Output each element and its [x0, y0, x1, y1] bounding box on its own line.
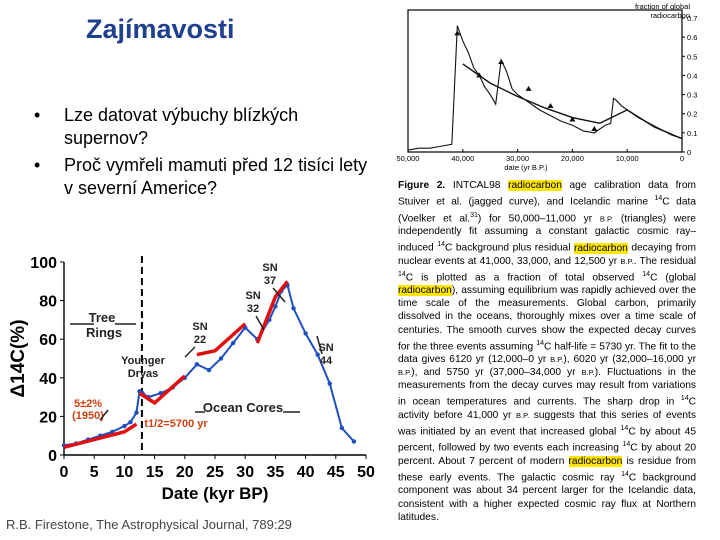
- bullet-icon: •: [34, 155, 41, 175]
- x-axis-label: Date (kyr BP): [161, 484, 269, 503]
- x-tick-label: 15: [145, 464, 164, 481]
- iceland-triangle-point: [526, 86, 532, 91]
- y-axis-label: Δ14C(%): [8, 319, 29, 398]
- x-tick-label: 45: [326, 464, 345, 481]
- annotation-tree-rings: Rings: [85, 325, 123, 340]
- y-tick-label: 0.7: [687, 14, 698, 23]
- radiocarbon-fraction-chart: [392, 0, 720, 176]
- y-tick-label: 20: [39, 409, 57, 427]
- y-tick-label: 0.6: [687, 33, 698, 43]
- measured-point: [231, 341, 235, 345]
- annotation-modern-residue: 5±2%: [73, 398, 103, 410]
- annotation-sn37: SN: [262, 262, 278, 274]
- iceland-triangle-point: [498, 59, 504, 64]
- x-tick-label: 30: [236, 464, 255, 481]
- y-tick-label: 0.3: [687, 90, 698, 100]
- measured-point: [207, 368, 211, 372]
- bullet-text: Lze datovat výbuchy blízkých supernov?: [64, 105, 299, 148]
- annotation-ocean-cores: Ocean Cores: [202, 400, 284, 415]
- bullet-item: [34, 104, 379, 150]
- x-tick-label: 35: [266, 464, 285, 481]
- measured-point: [291, 306, 295, 310]
- annotation-tree-rings: Tree: [88, 310, 116, 325]
- measured-point: [195, 362, 199, 366]
- measured-point: [340, 426, 344, 430]
- measured-point: [128, 420, 132, 424]
- y-tick-label: 100: [30, 255, 57, 272]
- annotation-sn44: SN: [318, 342, 334, 354]
- figure-caption: Figure 2. INTCAL98 radiocarbon age calibration data from Stuiver et al. (jagged curve), and Icelandic marine $^{14}$C data (Voelker et al.$^{31}$) for 50,000–11,000 yr B.P. (triangles) were independently fit assuming a constant galactic cosmic ray–induced $^{14}$C background plus residual radiocarbon decaying from nuclear events at 41,000, 33,000, and 12,500 yr B.P.. The residual $^{14}$C is plotted as a fraction of total observed $^{14}$C (global radiocarbon), assuming equilibrium was rapidly achieved over the time scale of the measurements. Global carbon, primarily dissolved in the oceans, thoroughly mixes over a time scale of centuries. The smooth curves show the expected decay curves for the three events assuming $^{14}$C half-life = 5730 yr. The fit to the data gives 6120 yr (12,000–0 yr B.P.), 6020 yr (32,000–16,000 yr B.P.), and 5750 yr (37,000–34,000 yr B.P.). Fluctuations in the measurements from the decay curves may result from variations in ocean temperatures and currents. The sharp drop in $^{14}$C activity before 41,000 yr B.P. suggests that this series of events was initiated by an event that increased global $^{14}$C by about 45 percent, followed by two events each increasing $^{14}$C by about 20 percent. About 7 percent of modern radiocarbon is residue from these early events. The galactic cosmic ray $^{14}$C background component was about 34 percent larger for the Icelandic data, consistent with a higher expected cosmic ray flux at Northern latitudes.: [398, 180, 696, 523]
- right-axis-title: radiocarbon: [650, 11, 690, 20]
- y-tick-label: 0.5: [687, 52, 698, 62]
- annotation-sn22: 22: [193, 334, 207, 346]
- x-tick-label: 30,000: [506, 154, 530, 163]
- annotation-sn32: 32: [246, 303, 260, 315]
- delta-c14-chart: [0, 240, 390, 510]
- citation: R.B. Firestone, The Astrophysical Journal, 789:29: [6, 517, 292, 532]
- measured-point: [328, 381, 332, 385]
- intcal-series-line: [408, 26, 682, 150]
- annotation-sn44: 44: [319, 355, 333, 367]
- annotation-younger-dryas: Dryas: [127, 368, 159, 380]
- measured-point: [352, 439, 356, 443]
- annotation-sn22: SN: [192, 321, 208, 333]
- arrow-sn32: [256, 316, 264, 330]
- iceland-triangle-point: [547, 103, 553, 108]
- annotation-half-life: t1/2=5700 yr: [144, 418, 208, 430]
- bullet-item: [34, 154, 379, 200]
- y-tick-label: 0.4: [687, 71, 698, 81]
- annotation-sn37: 37: [263, 275, 277, 287]
- measured-point: [219, 356, 223, 360]
- x-tick-label: 0: [679, 154, 685, 163]
- x-tick-label: 25: [206, 464, 224, 481]
- y-tick-label: 60: [39, 332, 57, 350]
- x-tick-label: 50: [357, 464, 375, 481]
- y-tick-label: 40: [39, 370, 57, 388]
- annotation-modern-residue: (1950): [72, 410, 104, 422]
- bullet-text: Proč vymřeli mamuti před 12 tisíci lety v severní Americe?: [64, 155, 368, 198]
- measured-point: [122, 424, 126, 428]
- x-tick-label: 40: [296, 464, 315, 481]
- x-tick-label: 50,000: [396, 154, 420, 163]
- plot-frame: [408, 10, 682, 152]
- x-tick-label: 10,000: [615, 154, 639, 163]
- x-axis-label: date (yr B.P.): [504, 163, 548, 172]
- bullet-icon: •: [34, 105, 41, 125]
- measured-point: [134, 410, 138, 414]
- y-tick-label: 0.1: [687, 128, 698, 138]
- x-tick-label: 0: [59, 464, 69, 481]
- arrow-sn22: [185, 347, 195, 357]
- y-tick-label: 0: [48, 448, 57, 465]
- x-tick-label: 20: [175, 464, 194, 481]
- y-tick-label: 0: [687, 148, 692, 157]
- x-tick-label: 20,000: [560, 154, 584, 163]
- measured-point: [303, 331, 307, 335]
- annotation-sn32: SN: [245, 290, 261, 302]
- right-axis-title: fraction of global: [634, 2, 690, 11]
- iceland-triangle-point: [591, 126, 597, 131]
- slide-title: Zajímavosti: [86, 14, 235, 44]
- x-tick-label: 10: [115, 464, 134, 481]
- y-tick-label: 80: [39, 293, 57, 311]
- y-tick-label: 0.2: [687, 109, 698, 119]
- x-tick-label: 40,000: [451, 154, 475, 163]
- x-tick-label: 5: [89, 464, 99, 481]
- annotation-younger-dryas: Younger: [121, 355, 165, 367]
- bullet-list: [34, 104, 379, 204]
